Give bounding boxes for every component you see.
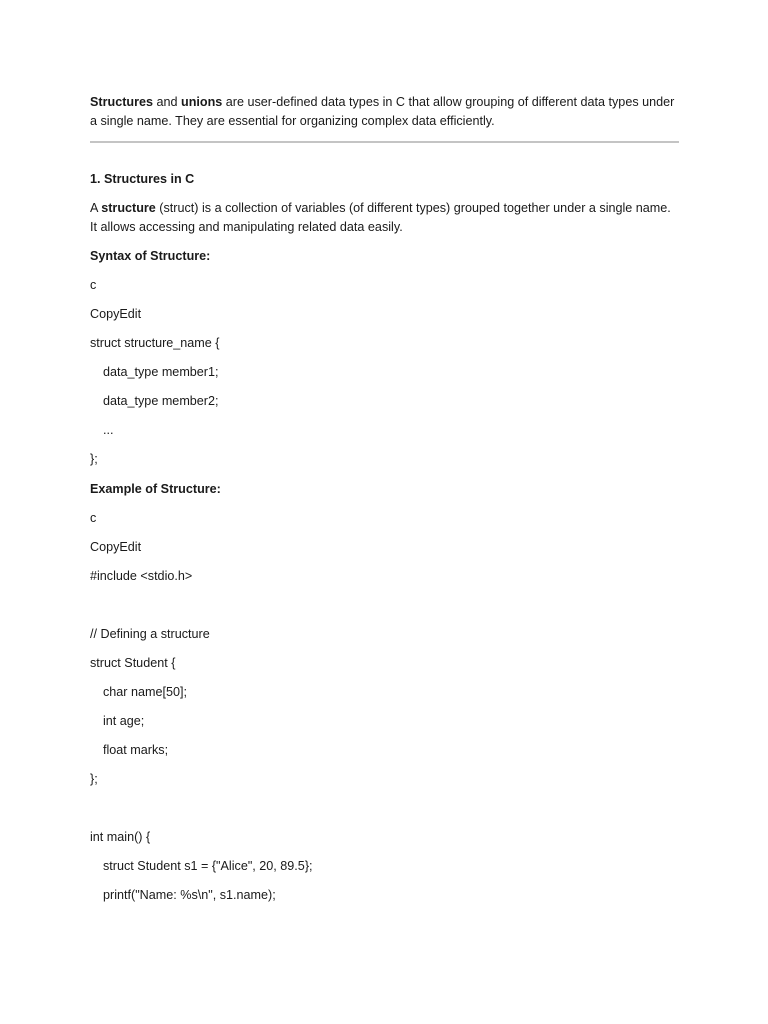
example-code-line: int main() { (90, 830, 151, 844)
intro-text-2: are user-defined data types in C that allow grouping of different data types under a single name. They are essential for organizing complex data efficiently. (90, 95, 675, 128)
intro-term-structures: Structures (90, 95, 153, 109)
example-code-line: int age; (103, 714, 145, 728)
description-prefix: A (90, 201, 102, 215)
description-term-structure: structure (101, 201, 156, 215)
syntax-code-line: }; (90, 452, 98, 466)
example-code-line: printf("Name: %s\n", s1.name); (103, 888, 276, 902)
example-heading (90, 480, 221, 498)
section-heading-text: 1. Structures in C (90, 172, 195, 186)
example-heading-text: Example of Structure: (90, 482, 221, 496)
structure-description (90, 199, 680, 236)
example-code-line: struct Student s1 = {"Alice", 20, 89.5}; (103, 859, 313, 873)
syntax-heading (90, 247, 210, 265)
example-copy-button[interactable]: CopyEdit (90, 540, 142, 554)
description-body: (struct) is a collection of variables (of different types) grouped together under a single name. It allows accessing and manipulating related data easily. (90, 201, 671, 234)
syntax-code-line: data_type member1; (103, 365, 219, 379)
example-code-line: float marks; (103, 743, 169, 757)
example-code-line: // Defining a structure (90, 627, 210, 641)
syntax-code-line: struct structure_name { (90, 336, 220, 350)
example-code-line: char name[50]; (103, 685, 188, 699)
syntax-language-label: c (90, 278, 97, 292)
example-language-label: c (90, 511, 97, 525)
section-heading (90, 170, 194, 188)
syntax-heading-text: Syntax of Structure: (90, 249, 211, 263)
syntax-copy-button[interactable]: CopyEdit (90, 307, 142, 321)
example-code-line: struct Student { (90, 656, 176, 670)
syntax-code-line: ... (103, 423, 114, 437)
syntax-code-line: data_type member2; (103, 394, 219, 408)
horizontal-divider (90, 141, 679, 143)
example-code-line: }; (90, 772, 98, 786)
intro-paragraph (90, 93, 680, 130)
intro-term-unions: unions (181, 95, 223, 109)
example-code-line: #include <stdio.h> (90, 569, 193, 583)
intro-text-1: and (153, 95, 182, 109)
